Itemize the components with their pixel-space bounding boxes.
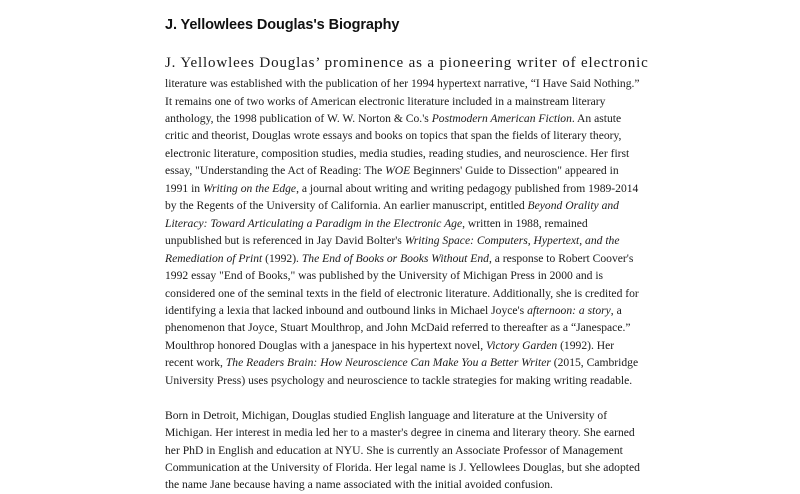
lead-sentence: J. Yellowlees Douglas’ prominence as a pioneering writer of electronic bbox=[165, 54, 649, 71]
body-text bbox=[165, 75, 643, 494]
page-title: J. Yellowlees Douglas's Biography bbox=[165, 17, 400, 33]
paragraph: literature was established with the publication of her 1994 hypertext narrative, “I Have Said Nothing.” It remains one of two works of American electronic literature included in a mainstream literary anthology, the 1998 publication of W. W. Norton & Co.'s Postmodern American Fiction. An astute critic and theorist, Douglas wrote essays and books on topics that span the fields of literary theory, electronic literature, composition studies, media studies, reading studies, and neuroscience. Her first essay, "Understanding the Act of Reading: The WOE Beginners' Guide to Dissection" appeared in 1991 in Writing on the Edge, a journal about writing and writing pedagogy published from 1989-2014 by the Regents of the University of California. An earlier manuscript, entitled Beyond Orality and Literacy: Toward Articulating a Paradigm in the Electronic Age, written in 1988, remained unpublished but is referenced in Jay David Bolter's Writing Space: Computers, Hypertext, and the Remediation of Print (1992). The End of Books or Books Without End, a response to Robert Coover's 1992 essay "End of Books," was published by the University of Michigan Press in 2000 and is considered one of the seminal texts in the field of electronic literature. Additionally, she is credited for identifying a lexia that lacked inbound and outbound links in Michael Joyce's afternoon: a story, a phenomenon that Joyce, Stuart Moulthrop, and John McDaid referred to thereafter as a “Janespace.” Moulthrop honored Douglas with a janespace in his hypertext novel, Victory Garden (1992). Her recent work, The Readers Brain: How Neuroscience Can Make You a Better Writer (2015, Cambridge University Press) uses psychology and neuroscience to tackle strategies for making writing readable. bbox=[165, 77, 640, 387]
paragraph: Born in Detroit, Michigan, Douglas studied English language and literature at the University of Michigan. Her interest in media led her to a master's degree in cinema and literary theory. She earned her PhD in English and education at NYU. She is currently an Associate Professor of Management Communication at the University of Florida. Her legal name is J. Yellowlees Douglas, but she adopted the name Jane because having a name associated with the initial avoided confusion. bbox=[165, 408, 640, 492]
